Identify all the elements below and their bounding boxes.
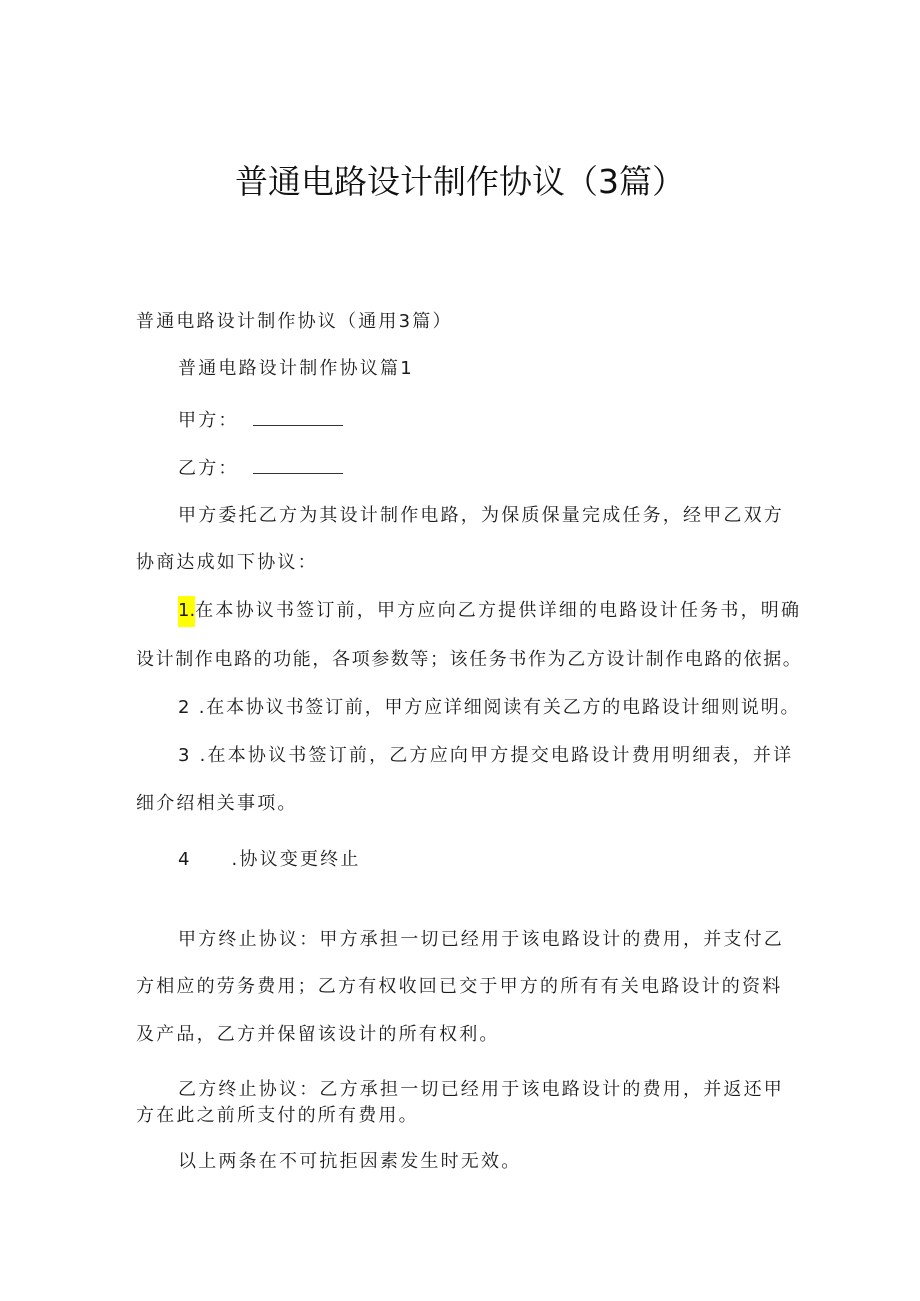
- party-b-label: 乙方：: [178, 458, 239, 479]
- force-majeure-clause: 以上两条在不可抗拒因素发生时无效。: [178, 1151, 522, 1172]
- party-a-blank: [253, 409, 343, 426]
- document-subtitle: 普通电路设计制作协议（通用3篇）: [136, 311, 453, 332]
- item-1-line-2: 设计制作电路的功能，各项参数等；该任务书作为乙方设计制作电路的依据。: [136, 649, 803, 670]
- party-a-line: [178, 409, 343, 432]
- party-a-termination-line-2: 方相应的劳务费用；乙方有权收回已交于甲方的所有有关电路设计的资料: [136, 976, 783, 997]
- party-a-label: 甲方：: [178, 410, 239, 431]
- item-1-line-1: [178, 600, 801, 622]
- item-2-line-1: 2 .在本协议书签订前，甲方应详细阅读有关乙方的电路设计细则说明。: [178, 697, 801, 718]
- party-b-termination-line-1: 乙方终止协议：乙方承担一切已经用于该电路设计的费用，并返还甲: [178, 1079, 784, 1100]
- party-b-blank: [253, 457, 343, 474]
- party-a-termination-line-1: 甲方终止协议：甲方承担一切已经用于该电路设计的费用，并支付乙: [178, 929, 784, 950]
- item-3-line-2: 细介绍相关事项。: [136, 793, 298, 814]
- item-4-line: [178, 849, 361, 871]
- intro-line-1: 甲方委托乙方为其设计制作电路，为保质保量完成任务，经甲乙双方: [178, 505, 784, 526]
- section-heading: 普通电路设计制作协议篇1: [178, 358, 414, 379]
- party-b-termination-line-2: 方在此之前所支付的所有费用。: [136, 1105, 419, 1126]
- item-3-line-1: 3 .在本协议书签订前，乙方应向甲方提交电路设计费用明细表，并详: [178, 745, 794, 766]
- party-b-line: [178, 457, 343, 480]
- item-4-number: 4: [178, 849, 190, 870]
- item-4-text: .协议变更终止: [231, 849, 361, 870]
- item-1-number-highlight: 1.: [178, 596, 195, 627]
- document-title: 普通电路设计制作协议（3篇）: [235, 162, 685, 201]
- party-a-termination-line-3: 及产品，乙方并保留该设计的所有权利。: [136, 1024, 500, 1045]
- item-1-text: 在本协议书签订前，甲方应向乙方提供详细的电路设计任务书，明确: [195, 600, 802, 621]
- intro-line-2: 协商达成如下协议：: [136, 552, 318, 573]
